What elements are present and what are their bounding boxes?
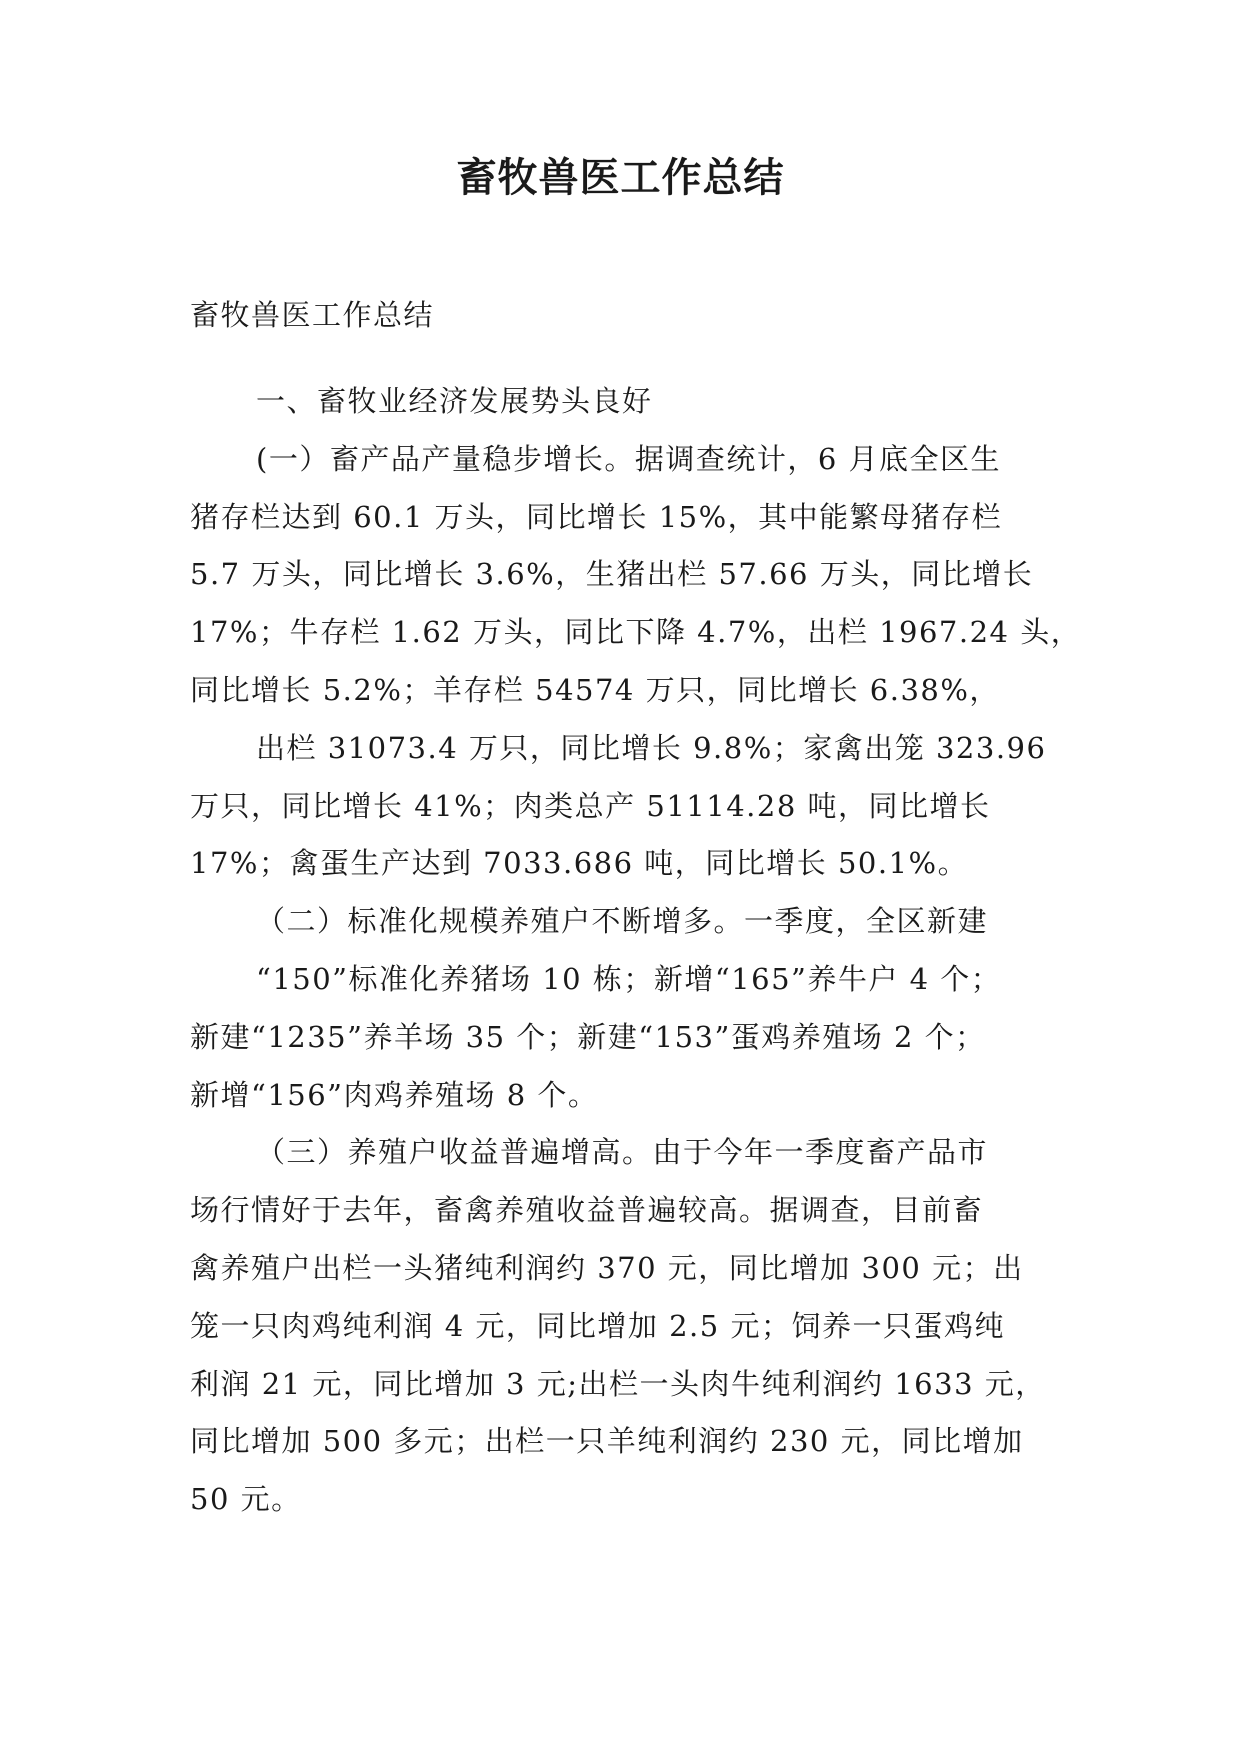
body-line: 利润 21 元，同比增加 3 元;出栏一头肉牛纯利润约 1633 元， [190, 1366, 1046, 1401]
body-line: 新建“1235”养羊场 35 个；新建“153”蛋鸡养殖场 2 个； [190, 1019, 986, 1054]
body-line: 同比增长 5.2%；羊存栏 54574 万只，同比增长 6.38%， [190, 672, 1000, 707]
body-line: 17%；禽蛋生产达到 7033.686 吨，同比增长 50.1%。 [190, 846, 969, 881]
document-title: 畜牧兽医工作总结 [456, 155, 785, 201]
body-line: 17%；牛存栏 1.62 万头，同比下降 4.7%，出栏 1967.24 头， [190, 615, 1082, 650]
body-line: 笼一只肉鸡纯利润 4 元，同比增加 2.5 元；饲养一只蛋鸡纯 [190, 1308, 1005, 1343]
body-line: （三）养殖户收益普遍增高。由于今年一季度畜产品市 [256, 1135, 989, 1170]
body-line: 同比增加 500 多元；出栏一只羊纯利润约 230 元，同比增加 [190, 1424, 1024, 1459]
body-line: “150”标准化养猪场 10 栋；新增“165”养牛户 4 个； [256, 961, 1002, 996]
document-body [190, 373, 1082, 1529]
document-subtitle: 畜牧兽医工作总结 [190, 298, 435, 332]
body-line: 5.7 万头，同比增长 3.6%，生猪出栏 57.66 万头，同比增长 [190, 557, 1034, 592]
body-line: 50 元。 [190, 1482, 302, 1517]
body-line: 禽养殖户出栏一头猪纯利润约 370 元，同比增加 300 元；出 [190, 1250, 1024, 1285]
body-line: 出栏 31073.4 万只，同比增长 9.8%；家禽出笼 323.96 [256, 730, 1047, 765]
body-line: （二）标准化规模养殖户不断增多。一季度，全区新建 [256, 904, 989, 939]
section-heading: 一、畜牧业经济发展势头良好 [256, 384, 653, 418]
body-line: 场行情好于去年，畜禽养殖收益普遍较高。据调查，目前畜 [190, 1193, 984, 1228]
body-line: 猪存栏达到 60.1 万头，同比增长 15%，其中能繁母猪存栏 [190, 499, 1003, 534]
body-line: (一）畜产品产量稳步增长。据调查统计，6 月底全区生 [256, 441, 1001, 476]
body-line: 万只，同比增长 41%；肉类总产 51114.28 吨，同比增长 [190, 788, 991, 823]
body-line: 新增“156”肉鸡养殖场 8 个。 [190, 1077, 599, 1112]
